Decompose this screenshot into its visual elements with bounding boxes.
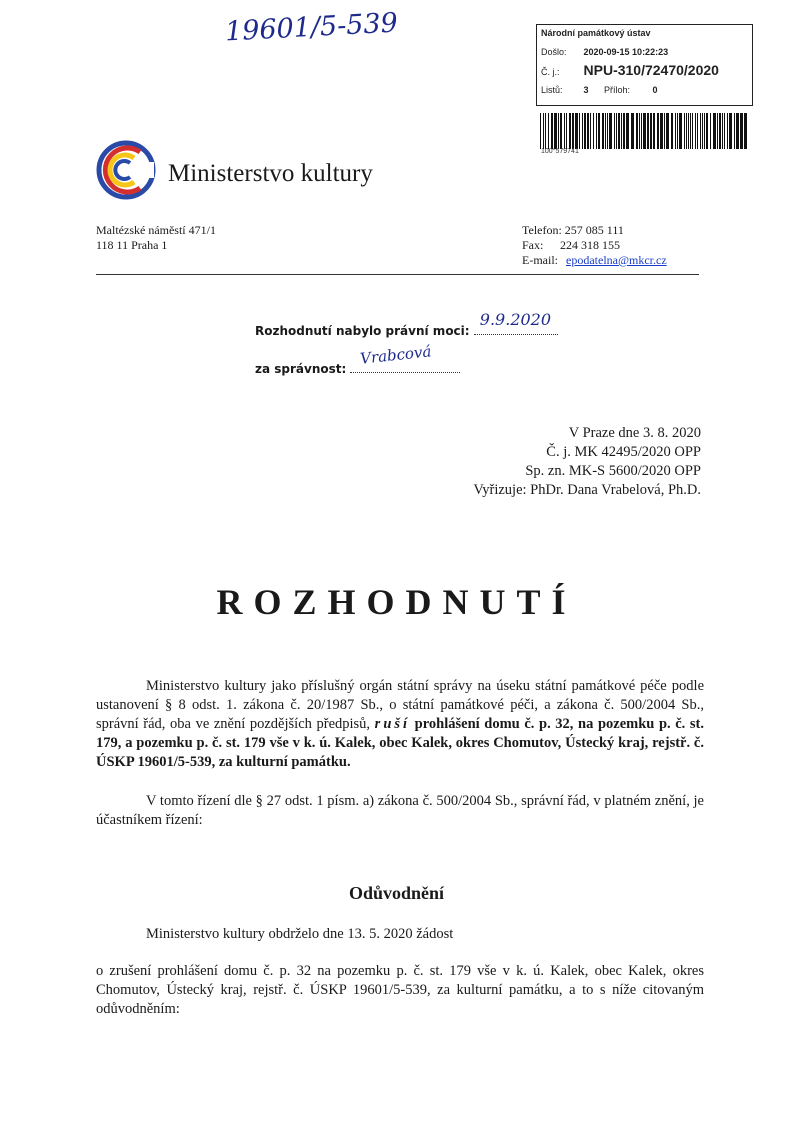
barcode-bar xyxy=(636,113,638,149)
barcode-bar xyxy=(631,113,634,149)
barcode-bar xyxy=(713,113,716,149)
barcode-bar xyxy=(744,113,747,149)
barcode-bar xyxy=(729,113,732,149)
barcode-bar xyxy=(734,113,735,149)
stamp-attachments-label: Příloh: xyxy=(604,85,631,95)
barcode-bar xyxy=(700,113,701,149)
barcode-bar xyxy=(616,113,617,149)
barcode-bar xyxy=(677,113,678,149)
barcode-bar xyxy=(650,113,652,149)
barcode-bar xyxy=(724,113,725,149)
received-stamp xyxy=(536,24,753,106)
barcode-bar xyxy=(643,113,646,149)
address-line-2: 118 11 Praha 1 xyxy=(96,238,168,252)
handwritten-registry-note: 19601/5-539 xyxy=(224,7,399,48)
decision-text-1: Ministerstvo kultury jako příslušný orgán státní správy na úseku státní památkové péče podle ustanovení § 8 odst. 1. zákona č. 20/1987 Sb., o státní památkové péči, a zákona č. 500/2004 Sb., správní řád, oba ve znění pozdějších předpisů, xyxy=(96,678,704,732)
barcode-bar xyxy=(596,113,597,149)
barcode-bar xyxy=(579,113,580,149)
legal-force-row xyxy=(255,310,558,338)
barcode-bar xyxy=(647,113,649,149)
file-number: Sp. zn. MK-S 5600/2020 OPP xyxy=(525,463,701,479)
stamp-sheets-label: Listů: xyxy=(541,85,563,95)
legal-force-label: Rozhodnutí nabylo právní moci: xyxy=(255,324,470,338)
barcode-bar xyxy=(702,113,703,149)
barcode-bar xyxy=(621,113,622,149)
barcode-bar xyxy=(695,113,696,149)
barcode-bar xyxy=(704,113,705,149)
reasoning-text-2: o zrušení prohlášení domu č. p. 32 na pozemku p. č. st. 179 vše v k. ú. Kalek, obec Kalek, okres Chomutov, Ústecký kraj, rejstř. č. ÚSKP 19601/5-539, za kulturní památku, a to s níže citovaným odůvodněním: xyxy=(96,963,704,1017)
email-row xyxy=(522,253,667,268)
email-label: E-mail: xyxy=(522,253,558,267)
barcode-bar xyxy=(560,113,562,149)
barcode-bar xyxy=(719,113,721,149)
barcode-bar xyxy=(639,113,640,149)
barcode-bar xyxy=(740,113,743,149)
barcode-bar xyxy=(692,113,693,149)
barcode-bar xyxy=(598,113,600,149)
barcode-bar xyxy=(690,113,691,149)
ministry-contact xyxy=(522,223,667,268)
reasoning-paragraph-1 xyxy=(96,925,704,944)
barcode-bar xyxy=(722,113,723,149)
barcode-bar xyxy=(717,113,718,149)
barcode-bar xyxy=(587,113,589,149)
legal-force-line xyxy=(474,310,558,335)
address-line-1: Maltézské náměstí 471/1 xyxy=(96,223,216,237)
barcode-bar xyxy=(675,113,676,149)
stamp-received-label: Došlo: xyxy=(541,47,567,57)
barcode-bar xyxy=(706,113,708,149)
barcode-bar xyxy=(653,113,655,149)
barcode-bar xyxy=(558,113,559,149)
stamp-sheets-row xyxy=(541,85,658,95)
barcode-bar xyxy=(551,113,553,149)
handled-by: Vyřizuje: PhDr. Dana Vrabelová, Ph.D. xyxy=(473,482,701,498)
barcode-bar xyxy=(626,113,629,149)
barcode-bar xyxy=(736,113,739,149)
participants-text: V tomto řízení dle § 27 odst. 1 písm. a) zákona č. 500/2004 Sb., správní řád, v platném znění, je účastníkem řízení: xyxy=(96,793,704,828)
ministry-address xyxy=(96,223,216,253)
stamp-sheets-value: 3 xyxy=(583,85,589,95)
stamp-attachments-value: 0 xyxy=(652,85,658,95)
barcode-bar xyxy=(609,113,612,149)
reasoning-text-1: Ministerstvo kultury obdrželo dne 13. 5. 2020 žádost xyxy=(146,926,454,942)
barcode-bar xyxy=(569,113,571,149)
barcode-bar xyxy=(548,113,549,149)
fax-value: 224 318 155 xyxy=(560,238,620,252)
barcode-bar xyxy=(710,113,711,149)
barcode-bar xyxy=(684,113,685,149)
document-title: ROZHODNUTÍ xyxy=(216,582,577,622)
barcode-bar xyxy=(664,113,665,149)
ministry-logo xyxy=(96,140,156,200)
participants-paragraph xyxy=(96,792,704,830)
barcode-bar xyxy=(593,113,594,149)
decision-text-2: prohlášení domu č. p. 32, na pozemku p. č. st. 179, a pozemku p. č. st. 179 vše v k. ú. Kalek, obec Kalek, okres Chomutov, Ústecký kraj, rejstř. č. ÚSKP 19601/5-539, za kulturní památku. xyxy=(96,716,705,770)
reasoning-heading: Odůvodnění xyxy=(348,883,445,903)
barcode-bar xyxy=(602,113,604,149)
barcode xyxy=(540,113,748,149)
barcode-bar xyxy=(564,113,565,149)
barcode-bar xyxy=(679,113,682,149)
barcode-bar xyxy=(660,113,663,149)
stamp-received-row xyxy=(541,47,668,57)
correctness-row xyxy=(255,342,460,376)
correctness-line xyxy=(350,342,460,373)
barcode-bar xyxy=(641,113,642,149)
stamp-received-value: 2020-09-15 10:22:23 xyxy=(583,47,669,57)
ministry-name: Ministerstvo kultury xyxy=(168,160,373,187)
reasoning-paragraph-2 xyxy=(96,962,704,1019)
barcode-bar xyxy=(727,113,728,149)
stamp-institution: Národní památkový ústav xyxy=(541,28,651,38)
decision-paragraph xyxy=(96,677,704,772)
barcode-bar xyxy=(666,113,669,149)
barcode-bar xyxy=(582,113,583,149)
stamp-ref-row xyxy=(541,62,719,78)
fax-label: Fax: xyxy=(522,238,544,252)
correctness-label: za správnost: xyxy=(255,362,347,376)
barcode-bar xyxy=(543,113,544,149)
stamp-ref-value: NPU-310/72470/2020 xyxy=(583,62,719,78)
barcode-bar xyxy=(614,113,615,149)
barcode-bar xyxy=(540,113,541,149)
barcode-bar xyxy=(575,113,578,149)
email-link[interactable]: epodatelna@mkcr.cz xyxy=(566,253,667,267)
barcode-bar xyxy=(605,113,606,149)
barcode-bar xyxy=(554,113,557,149)
stamp-ref-label: Č. j.: xyxy=(541,67,560,77)
case-meta xyxy=(473,424,701,500)
barcode-bar xyxy=(584,113,586,149)
barcode-bar xyxy=(545,113,546,149)
place-date: V Praze dne 3. 8. 2020 xyxy=(568,425,701,441)
handwritten-signature: Vrabcová xyxy=(359,342,433,368)
barcode-bar xyxy=(566,113,567,149)
barcode-bar xyxy=(688,113,689,149)
barcode-bar xyxy=(623,113,625,149)
barcode-bar xyxy=(697,113,698,149)
case-number: Č. j. MK 42495/2020 OPP xyxy=(546,444,701,460)
decision-verb: ruší xyxy=(374,716,411,732)
barcode-bar xyxy=(618,113,620,149)
legal-force-date: 9.9.2020 xyxy=(479,310,552,329)
barcode-bar xyxy=(671,113,673,149)
header-divider xyxy=(96,274,699,275)
barcode-bar xyxy=(590,113,591,149)
phone: Telefon: 257 085 111 xyxy=(522,223,624,237)
barcode-bar xyxy=(657,113,659,149)
barcode-number: 100°579741 xyxy=(541,148,579,155)
barcode-bar xyxy=(572,113,574,149)
barcode-bar xyxy=(607,113,608,149)
fax-row xyxy=(522,238,667,253)
barcode-bar xyxy=(686,113,687,149)
